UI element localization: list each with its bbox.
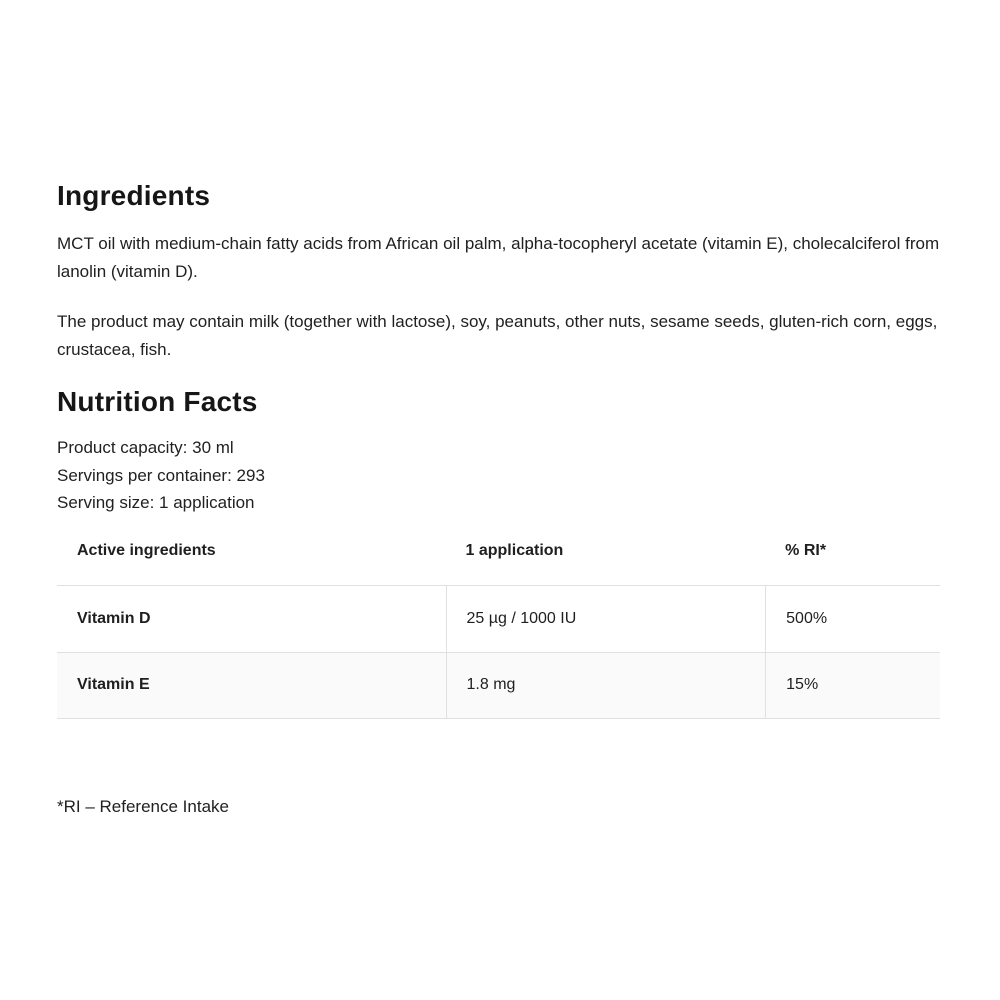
- table-header-active-ingredients: Active ingredients: [77, 541, 216, 559]
- table-header-ri: % RI*: [785, 541, 827, 559]
- ri-cell: 15%: [765, 653, 940, 718]
- nutrition-table: [57, 517, 940, 719]
- amount-cell: 25 µg / 1000 IU: [446, 586, 766, 652]
- table-row-vitamin-d: [57, 585, 940, 652]
- nutrition-table-header-row: [57, 517, 940, 585]
- ri-cell: 500%: [765, 586, 940, 652]
- amount-cell: 1.8 mg: [446, 653, 766, 718]
- ri-footnote: *RI – Reference Intake: [57, 796, 229, 816]
- ingredient-name-cell: Vitamin D: [77, 609, 151, 627]
- serving-size-line: Serving size: 1 application: [57, 493, 255, 512]
- product-capacity-line: Product capacity: 30 ml: [57, 438, 234, 457]
- table-row-vitamin-e: [57, 652, 940, 719]
- nutrition-facts-heading: Nutrition Facts: [57, 386, 258, 417]
- allergen-paragraph: The product may contain milk (together with lactose), soy, peanuts, other nuts, sesame seeds, gluten-rich corn, eggs, crustacea, fish.: [57, 312, 938, 359]
- product-details-page: [57, 0, 940, 820]
- serving-info-block: [57, 434, 940, 517]
- ingredients-paragraph: MCT oil with medium-chain fatty acids from African oil palm, alpha-tocopheryl acetate (vitamin E), cholecalciferol from lanolin (vitamin D).: [57, 234, 940, 281]
- ingredients-heading: Ingredients: [57, 180, 211, 211]
- ingredient-name-cell: Vitamin E: [77, 676, 150, 693]
- table-header-serving: 1 application: [465, 541, 564, 559]
- servings-per-container-line: Servings per container: 293: [57, 465, 265, 485]
